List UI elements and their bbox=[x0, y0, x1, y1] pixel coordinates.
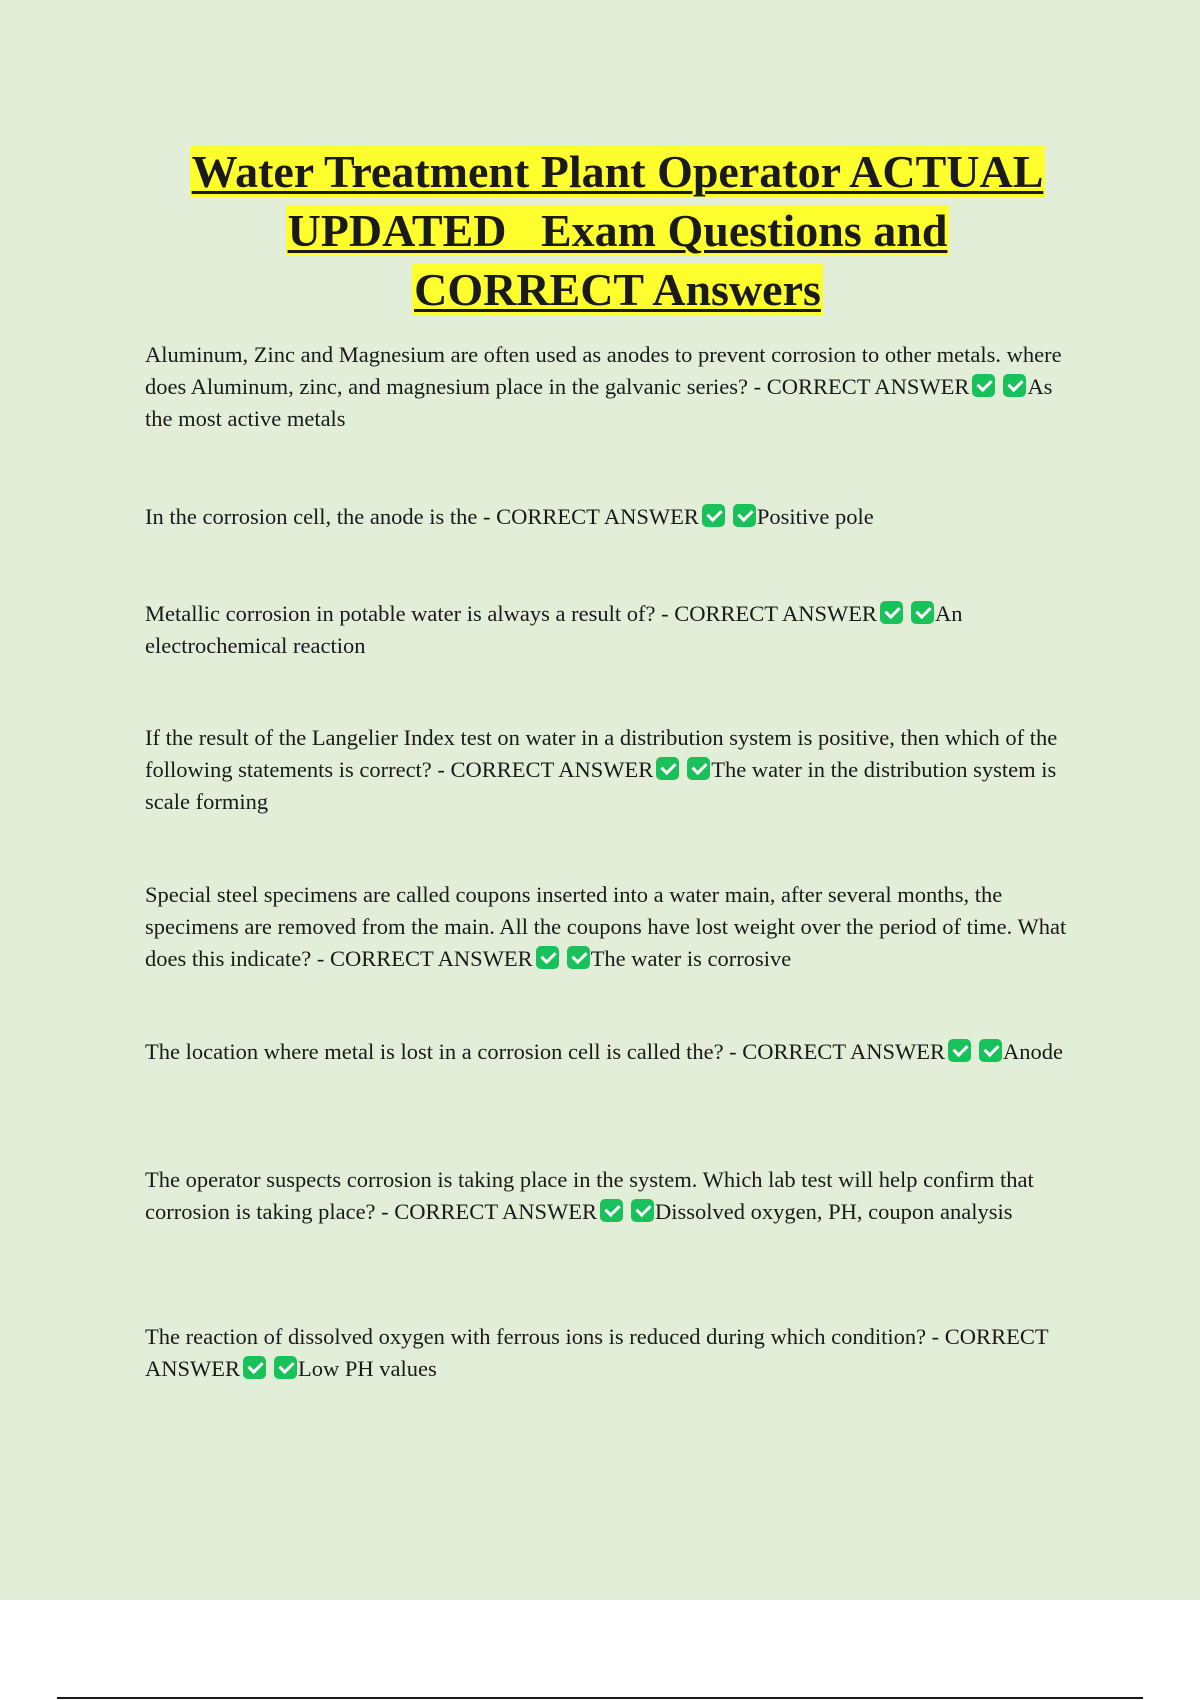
check-mark-icon bbox=[687, 757, 710, 780]
check-mark-icon bbox=[243, 1356, 266, 1379]
check-mark-icon bbox=[733, 504, 756, 527]
title-line: CORRECT Answers bbox=[414, 264, 821, 315]
check-mark-icon bbox=[656, 757, 679, 780]
qa-item-4 bbox=[145, 722, 1085, 818]
check-mark-icon bbox=[948, 1039, 971, 1062]
question-text: The reaction of dissolved oxygen with ferrous ions is reduced during which condition? - CORRECT ANSWER bbox=[145, 1324, 1049, 1381]
question-text: If the result of the Langelier Index test on water in a distribution system is positive, then which of the following statements is correct? - CORRECT ANSWER bbox=[145, 725, 1058, 782]
question-text: The location where metal is lost in a corrosion cell is called the? - CORRECT ANSWER bbox=[145, 1039, 946, 1064]
answer-text: Dissolved oxygen, PH, coupon analysis bbox=[655, 1199, 1013, 1224]
check-mark-icon bbox=[274, 1356, 297, 1379]
qa-item-6 bbox=[145, 1036, 1085, 1068]
qa-item-7 bbox=[145, 1164, 1085, 1228]
title-line: Water Treatment Plant Operator ACTUAL bbox=[191, 146, 1044, 197]
answer-text: An electrochemical reaction bbox=[145, 601, 963, 658]
check-mark-icon bbox=[702, 504, 725, 527]
question-text: Aluminum, Zinc and Magnesium are often used as anodes to prevent corrosion to other metals. where does Aluminum, zinc, and magnesium place in the galvanic series? - CORRECT ANSWER bbox=[145, 342, 1062, 399]
answer-text: The water is corrosive bbox=[590, 946, 792, 971]
check-mark-icon bbox=[979, 1039, 1002, 1062]
check-mark-icon bbox=[567, 946, 590, 969]
question-text: Special steel specimens are called coupons inserted into a water main, after several months, the specimens are removed from the main. All the coupons have lost weight over the period of time. What does this indicate? - CORRECT ANSWER bbox=[145, 882, 1067, 971]
qa-item-2 bbox=[145, 501, 1085, 533]
title-line: UPDATED Exam Questions and bbox=[287, 205, 948, 256]
check-mark-icon bbox=[536, 946, 559, 969]
qa-item-1 bbox=[145, 339, 1085, 435]
question-text: In the corrosion cell, the anode is the - CORRECT ANSWER bbox=[145, 504, 699, 529]
answer-text: Anode bbox=[1003, 1039, 1064, 1064]
check-mark-icon bbox=[631, 1199, 654, 1222]
check-mark-icon bbox=[972, 374, 995, 397]
answer-text: Low PH values bbox=[298, 1356, 437, 1381]
qa-item-5 bbox=[145, 879, 1085, 975]
check-mark-icon bbox=[880, 601, 903, 624]
qa-item-8 bbox=[145, 1321, 1085, 1385]
qa-item-3 bbox=[145, 598, 1085, 662]
footer-divider bbox=[57, 1697, 1143, 1699]
check-mark-icon bbox=[600, 1199, 623, 1222]
document-title bbox=[145, 142, 1090, 319]
check-mark-icon bbox=[911, 601, 934, 624]
check-mark-icon bbox=[1003, 374, 1026, 397]
question-text: The operator suspects corrosion is taking place in the system. Which lab test will help confirm that corrosion is taking place? - CORRECT ANSWER bbox=[145, 1167, 1034, 1224]
answer-text: The water in the distribution system is scale forming bbox=[145, 757, 1057, 814]
question-text: Metallic corrosion in potable water is always a result of? - CORRECT ANSWER bbox=[145, 601, 877, 626]
answer-text: As the most active metals bbox=[145, 374, 1053, 431]
answer-text: Positive pole bbox=[756, 504, 874, 529]
